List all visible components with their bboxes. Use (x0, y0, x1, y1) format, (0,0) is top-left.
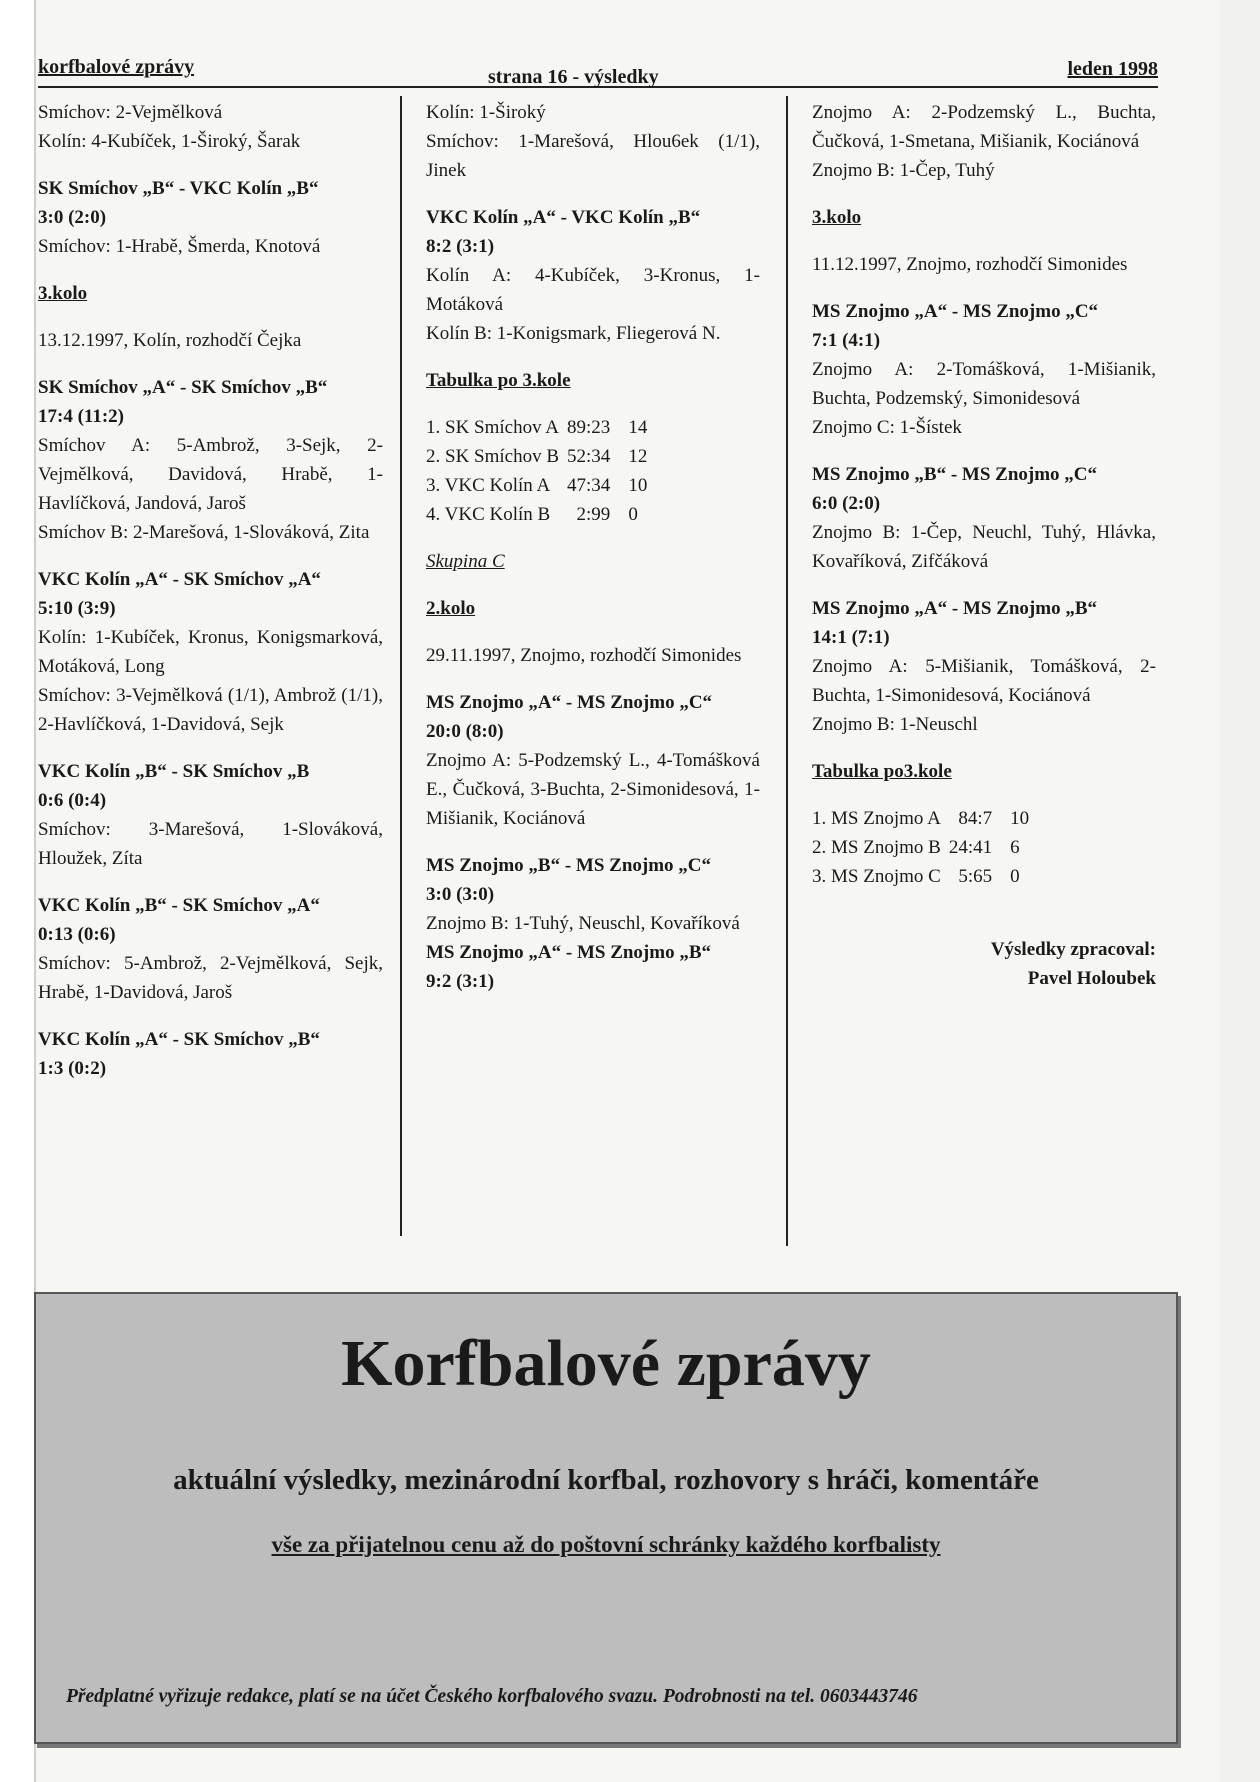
group-heading: Skupina C (426, 551, 505, 572)
team-name: 3. VKC Kolín A (426, 475, 551, 496)
team-score: 2:99 (576, 504, 611, 525)
match-title: VKC Kolín „B“ - SK Smíchov „B (38, 761, 310, 782)
match-score: 1:3 (0:2) (38, 1058, 107, 1079)
scorers-line: Znojmo B: 1-Tuhý, Neuschl, Kovaříková (426, 913, 740, 934)
match-title: MS Znojmo „B“ - MS Znojmo „C“ (812, 464, 1098, 485)
banner-footer: Předplatné vyřizuje redakce, platí se na účet Českého korfbalového svazu. Podrobnosti na tel. 0603443746 (66, 1686, 918, 1707)
scorers-line: Znojmo A: 5-Podzemský L., 4-Tomášková E., Čučková, 3-Buchta, 2-Simonidesová, 1-Mišianik, Kociánová (426, 750, 760, 829)
team-score: 47:34 (567, 475, 611, 496)
team-points: 0 (628, 504, 638, 525)
round-info: 29.11.1997, Znojmo, rozhodčí Simonides (426, 645, 742, 666)
scorers-line: Znojmo C: 1-Šístek (812, 417, 962, 438)
column-1 (38, 98, 383, 1083)
scorers-line: Smíchov: 5-Ambrož, 2-Vejmělková, Sejk, Hrabě, 1-Davidová, Jaroš (38, 953, 383, 1003)
signature-block (812, 935, 1156, 993)
scorers-line: Znojmo B: 1-Čep, Neuchl, Tuhý, Hlávka, Kovaříková, Zifčáková (812, 522, 1156, 572)
team-points: 6 (1010, 837, 1020, 858)
match-score: 5:10 (3:9) (38, 598, 116, 619)
match-title: SK Smíchov „A“ - SK Smíchov „B“ (38, 377, 328, 398)
match-title: VKC Kolín „A“ - SK Smíchov „A“ (38, 569, 321, 590)
scorers-line: Kolín B: 1-Konigsmark, Fliegerová N. (426, 323, 721, 344)
standings-row (812, 862, 1037, 891)
page-edge-left (0, 0, 36, 1782)
column-divider-1 (400, 96, 402, 1236)
match-score: 3:0 (3:0) (426, 884, 495, 905)
table-heading: Tabulka po3.kole (812, 761, 952, 782)
signature-label: Výsledky zpracoval: (990, 939, 1156, 960)
team-name: 4. VKC Kolín B (426, 504, 551, 525)
team-score: 84:7 (958, 808, 993, 829)
team-name: 2. MS Znojmo B (812, 837, 941, 858)
team-points: 10 (1010, 808, 1030, 829)
header-page-label: strana 16 - výsledky (488, 66, 659, 88)
match-title: MS Znojmo „B“ - MS Znojmo „C“ (426, 855, 712, 876)
team-points: 12 (628, 446, 648, 467)
column-divider-2 (786, 96, 788, 1246)
team-score: 24:41 (948, 837, 993, 858)
match-score: 6:0 (2:0) (812, 493, 881, 514)
team-name: 1. MS Znojmo A (812, 808, 941, 829)
team-name: 3. MS Znojmo C (812, 866, 941, 887)
team-points: 10 (628, 475, 648, 496)
team-name: 1. SK Smíchov A (426, 417, 560, 438)
header-date: leden 1998 (1067, 58, 1158, 80)
column-2 (426, 98, 760, 996)
team-score: 89:23 (567, 417, 611, 438)
scorers-line: Smíchov: 1-Marešová, Hlou6ek (1/1), Jinek (426, 131, 760, 181)
team-name: 2. SK Smíchov B (426, 446, 560, 467)
team-score: 52:34 (567, 446, 611, 467)
standings-row (426, 413, 655, 442)
match-title: MS Znojmo „A“ - MS Znojmo „C“ (812, 301, 1099, 322)
advertisement-banner (34, 1292, 1178, 1744)
match-score: 20:0 (8:0) (426, 721, 504, 742)
standings-row (426, 471, 655, 500)
scorers-line: Smíchov: 2-Vejmělková (38, 102, 223, 123)
column-3 (812, 98, 1156, 993)
scorers-line: Znojmo A: 2-Podzemský L., Buchta, Čučková, 1-Smetana, Mišianik, Kociánová (812, 102, 1156, 152)
round-heading: 2.kolo (426, 598, 476, 619)
scorers-line: Kolín: 4-Kubíček, 1-Široký, Šarak (38, 131, 301, 152)
scorers-line: Znojmo B: 1-Neuschl (812, 714, 978, 735)
scorers-line: Znojmo A: 2-Tomášková, 1-Mišianik, Buchta, Podzemský, Simonidesová (812, 359, 1156, 409)
match-score: 17:4 (11:2) (38, 406, 125, 427)
page-header (38, 50, 1158, 88)
standings-row (426, 500, 655, 529)
standings-row (812, 804, 1037, 833)
scorers-line: Smíchov B: 2-Marešová, 1-Slováková, Zita (38, 522, 370, 543)
scorers-line: Kolín: 1-Široký (426, 102, 546, 123)
match-score: 0:6 (0:4) (38, 790, 107, 811)
match-score: 7:1 (4:1) (812, 330, 881, 351)
scorers-line: Smíchov A: 5-Ambrož, 3-Sejk, 2-Vejmělková, Davidová, Hrabě, 1-Havlíčková, Jandová, Jaroš (38, 435, 383, 514)
team-points: 14 (628, 417, 648, 438)
round-info: 11.12.1997, Znojmo, rozhodčí Simonides (812, 254, 1128, 275)
match-title: MS Znojmo „A“ - MS Znojmo „B“ (812, 598, 1098, 619)
match-title: MS Znojmo „A“ - MS Znojmo „B“ (426, 942, 712, 963)
match-title: SK Smíchov „B“ - VKC Kolín „B“ (38, 178, 319, 199)
match-title: VKC Kolín „B“ - SK Smíchov „A“ (38, 895, 320, 916)
scorers-line: Smíchov: 3-Vejmělková (1/1), Ambrož (1/1), 2-Havlíčková, 1-Davidová, Sejk (38, 685, 383, 735)
table-heading: Tabulka po 3.kole (426, 370, 571, 391)
page-edge-right (1220, 0, 1260, 1782)
match-score: 14:1 (7:1) (812, 627, 890, 648)
scorers-line: Smíchov: 1-Hrabě, Šmerda, Knotová (38, 236, 321, 257)
banner-title: Korfbalové zprávy (341, 1327, 871, 1400)
standings-table (812, 804, 1037, 891)
signature-name: Pavel Holoubek (1027, 968, 1156, 989)
scorers-line: Kolín: 1-Kubíček, Kronus, Konigsmarková, Motáková, Long (38, 627, 383, 677)
team-score: 5:65 (958, 866, 993, 887)
match-score: 9:2 (3:1) (426, 971, 495, 992)
banner-tagline: vše za přijatelnou cenu až do poštovní schránky každého korfbalisty (271, 1532, 941, 1557)
header-publication: korfbalové zprávy (38, 56, 195, 78)
match-score: 0:13 (0:6) (38, 924, 116, 945)
team-points: 0 (1010, 866, 1020, 887)
scorers-line: Smíchov: 3-Marešová, 1-Slováková, Hloužek, Zíta (38, 819, 383, 869)
scorers-line: Znojmo B: 1-Čep, Tuhý (812, 160, 995, 181)
standings-row (426, 442, 655, 471)
standings-row (812, 833, 1037, 862)
round-heading: 3.kolo (38, 283, 88, 304)
match-title: VKC Kolín „A“ - VKC Kolín „B“ (426, 207, 701, 228)
banner-subtitle: aktuální výsledky, mezinárodní korfbal, rozhovory s hráči, komentáře (173, 1464, 1039, 1496)
standings-table (426, 413, 655, 529)
match-score: 8:2 (3:1) (426, 236, 495, 257)
match-title: VKC Kolín „A“ - SK Smíchov „B“ (38, 1029, 320, 1050)
scorers-line: Znojmo A: 5-Mišianik, Tomášková, 2-Buchta, 1-Simonidesová, Kociánová (812, 656, 1156, 706)
round-info: 13.12.1997, Kolín, rozhodčí Čejka (38, 330, 302, 351)
match-title: MS Znojmo „A“ - MS Znojmo „C“ (426, 692, 713, 713)
match-score: 3:0 (2:0) (38, 207, 107, 228)
scorers-line: Kolín A: 4-Kubíček, 3-Kronus, 1-Motáková (426, 265, 760, 315)
round-heading: 3.kolo (812, 207, 862, 228)
